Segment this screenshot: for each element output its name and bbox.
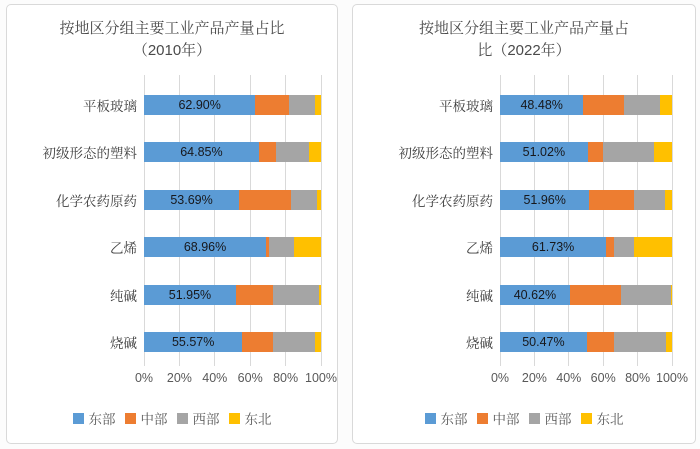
segment-central (583, 95, 623, 115)
bar-rows (353, 81, 695, 366)
segment-central (236, 285, 273, 305)
data-label: 64.85% (180, 145, 223, 160)
x-tick: 60% (237, 371, 263, 385)
bar-row (7, 81, 337, 129)
stacked-bar (500, 332, 672, 352)
data-label: 53.69% (170, 192, 213, 207)
segment-northeast (634, 237, 672, 257)
x-tick: 80% (625, 371, 651, 385)
category-label: 平板玻璃 (83, 98, 137, 114)
segment-east (500, 285, 570, 305)
legend-label: 东部 (440, 412, 468, 427)
stacked-bar (500, 95, 672, 115)
segment-northeast (294, 237, 321, 257)
category-label: 初级形态的塑料 (398, 146, 493, 162)
segment-west (273, 332, 315, 352)
segment-east (144, 237, 266, 257)
legend-label: 西部 (544, 412, 572, 427)
legend-item (125, 408, 168, 428)
segment-west (614, 237, 635, 257)
category-label: 烧碱 (466, 336, 493, 352)
segment-northeast (315, 332, 321, 352)
legend-swatch-icon (477, 413, 488, 424)
x-tick: 60% (590, 371, 616, 385)
segment-central (587, 332, 614, 352)
x-tick: 40% (556, 371, 582, 385)
data-label: 51.96% (523, 192, 566, 207)
legend (7, 408, 337, 428)
segment-central (259, 142, 276, 162)
chart-title (13, 18, 331, 62)
category-label: 乙烯 (110, 241, 137, 257)
x-tick: 0% (490, 371, 510, 385)
segment-west (614, 332, 666, 352)
category-label: 烧碱 (110, 336, 137, 352)
x-axis (353, 371, 695, 387)
data-label: 62.90% (178, 97, 221, 112)
x-tick: 100% (656, 371, 688, 385)
segment-west (621, 285, 671, 305)
data-label: 40.62% (513, 287, 557, 302)
chart-panel-2010 (6, 4, 338, 444)
segment-northeast (317, 190, 321, 210)
category-label: 乙烯 (466, 241, 493, 257)
segment-west (276, 142, 309, 162)
stacked-bar (500, 237, 672, 257)
segment-northeast (666, 332, 672, 352)
bar-row (7, 224, 337, 272)
segment-central (242, 332, 273, 352)
chart-title-line2: （2010年） (132, 42, 212, 59)
category-label: 平板玻璃 (439, 98, 493, 114)
data-label: 48.48% (520, 97, 563, 112)
legend-item (581, 408, 624, 428)
segment-west (269, 237, 294, 257)
segment-central (570, 285, 621, 305)
chart-title (359, 18, 689, 62)
segment-central (606, 237, 614, 257)
chart-title-line1: 按地区分组主要工业产品产量占比 (59, 20, 285, 37)
segment-west (603, 142, 655, 162)
bar-row (353, 176, 695, 224)
data-label: 51.02% (522, 145, 566, 160)
x-axis (7, 371, 337, 387)
legend-item (229, 408, 272, 428)
category-label: 化学农药原药 (56, 193, 137, 209)
data-label: 61.73% (531, 240, 575, 255)
bar-row (7, 271, 337, 319)
legend-item (477, 408, 520, 428)
plot-area (353, 75, 695, 366)
stacked-bar (144, 142, 321, 162)
stacked-bar (144, 332, 321, 352)
segment-east (144, 190, 239, 210)
segment-west (289, 95, 316, 115)
data-label: 50.47% (522, 335, 565, 350)
stacked-bar (500, 190, 672, 210)
segment-east (144, 285, 236, 305)
bar-row (353, 129, 695, 177)
stacked-bar (144, 237, 321, 257)
legend-swatch-icon (73, 413, 84, 424)
x-tick: 0% (134, 371, 154, 385)
segment-northeast (309, 142, 321, 162)
segment-west (634, 190, 666, 210)
segment-west (624, 95, 661, 115)
segment-east (144, 142, 259, 162)
bar-row (353, 81, 695, 129)
category-label: 化学农药原药 (412, 193, 493, 209)
segment-east (500, 332, 587, 352)
legend-swatch-icon (529, 413, 540, 424)
stacked-bar (144, 285, 321, 305)
segment-central (255, 95, 288, 115)
bar-row (7, 319, 337, 367)
bar-rows (7, 81, 337, 366)
category-label: 纯碱 (110, 288, 137, 304)
plot-area (7, 75, 337, 366)
bar-row (7, 129, 337, 177)
data-label: 55.57% (171, 335, 215, 350)
chart-title-line1: 按地区分组主要工业产品产量占 (418, 20, 629, 37)
segment-east (500, 142, 588, 162)
legend-item (425, 408, 468, 428)
x-tick: 80% (273, 371, 299, 385)
segment-northeast (654, 142, 672, 162)
segment-east (500, 190, 589, 210)
stacked-bar (500, 142, 672, 162)
legend-label: 东北 (244, 412, 272, 427)
segment-east (500, 95, 583, 115)
segment-west (291, 190, 317, 210)
legend-swatch-icon (177, 413, 188, 424)
legend-label: 东北 (596, 412, 624, 427)
x-tick: 20% (166, 371, 192, 385)
bar-row (353, 224, 695, 272)
segment-east (144, 95, 255, 115)
chart-title-line2: 比（2022年） (477, 42, 571, 59)
legend-swatch-icon (581, 413, 592, 424)
segment-northeast (665, 190, 672, 210)
chart-panel-2022 (352, 4, 696, 444)
stacked-bar (144, 95, 321, 115)
legend-item (529, 408, 572, 428)
data-label: 51.95% (168, 287, 212, 302)
x-tick: 100% (305, 371, 337, 385)
stacked-bar (144, 190, 321, 210)
bar-row (353, 271, 695, 319)
segment-central (589, 190, 633, 210)
stacked-bar (500, 285, 672, 305)
legend-label: 东部 (88, 412, 116, 427)
category-label: 纯碱 (466, 288, 493, 304)
segment-east (144, 332, 242, 352)
segment-central (239, 190, 291, 210)
segment-west (273, 285, 319, 305)
bar-row (7, 176, 337, 224)
legend-swatch-icon (125, 413, 136, 424)
legend-swatch-icon (425, 413, 436, 424)
legend-swatch-icon (229, 413, 240, 424)
data-label: 68.96% (183, 240, 227, 255)
legend (353, 408, 695, 428)
segment-northeast (671, 285, 672, 305)
segment-northeast (319, 285, 321, 305)
legend-item (73, 408, 116, 428)
legend-label: 中部 (492, 412, 520, 427)
segment-northeast (660, 95, 672, 115)
legend-item (177, 408, 220, 428)
legend-label: 西部 (192, 412, 220, 427)
legend-label: 中部 (140, 412, 168, 427)
category-label: 初级形态的塑料 (42, 146, 137, 162)
segment-northeast (315, 95, 321, 115)
bar-row (353, 319, 695, 367)
segment-east (500, 237, 606, 257)
segment-central (588, 142, 603, 162)
x-tick: 20% (521, 371, 547, 385)
x-tick: 40% (202, 371, 228, 385)
